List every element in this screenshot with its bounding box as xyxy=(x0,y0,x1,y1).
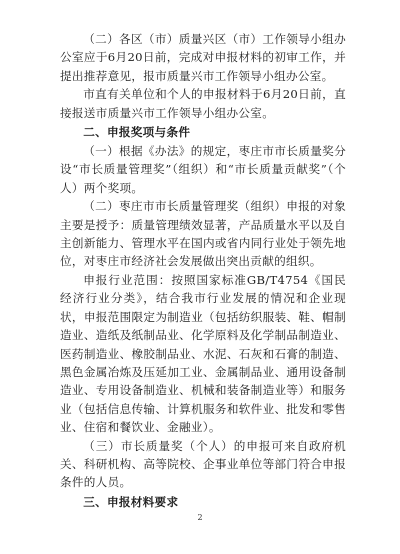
section-heading-materials-requirements: 三、申报材料要求 xyxy=(83,494,179,509)
paragraph-award-categories: （一）根据《办法》的规定，枣庄市市长质量奖分设“市长质量管理奖”（组织）和“市长质量贡献奖”（个人）两个奖项。 xyxy=(60,144,346,195)
paragraph-industry-scope: 申报行业范围：按照国家标准GB/T4754《国民经济行业分类》，结合我市行业发展的情况和企业现状，申报范围限定为制造业（包括纺织服装、鞋、帽制造业、造纸及纸制品业、化学原料及化学制品制造业、医药制造业、橡胶制品业、水泥、石灰和石膏的制造、黑色金属冶炼及压延加工业、金属制品业、通用设备制造业、专用设备制造业、机械和装备制造业等）和服务业（包括信息传输、计算机服务和软件业、批发和零售业、住宿和餐饮业、金融业）。 xyxy=(60,272,346,435)
section-heading-awards-conditions: 二、申报奖项与条件 xyxy=(83,125,191,140)
page-number: 2 xyxy=(197,513,203,522)
paragraph-individual-award: （三）市长质量奖（个人）的申报可来自政府机关、科研机构、高等院校、企事业单位等部门符合申报条件的人员。 xyxy=(60,438,346,490)
document-body xyxy=(60,30,346,512)
paragraph-district-review: （二）各区（市）质量兴区（市）工作领导小组办公室应于6月20日前，完成对申报材料的初审工作，并提出推荐意见，报市质量兴市工作领导小组办公室。 xyxy=(60,32,346,83)
paragraph-direct-submission: 市直有关单位和个人的申报材料于6月20日前，直接报送市质量兴市工作领导小组办公室。 xyxy=(60,87,346,120)
paragraph-organization-award: （二）枣庄市市长质量管理奖（组织）申报的对象主要是授予：质量管理绩效显著，产品质量水平以及自主创新能力、管理水平在国内或省内同行业处于领先地位，对枣庄市经济社会发展做出突出贡献的组织。 xyxy=(60,199,346,269)
